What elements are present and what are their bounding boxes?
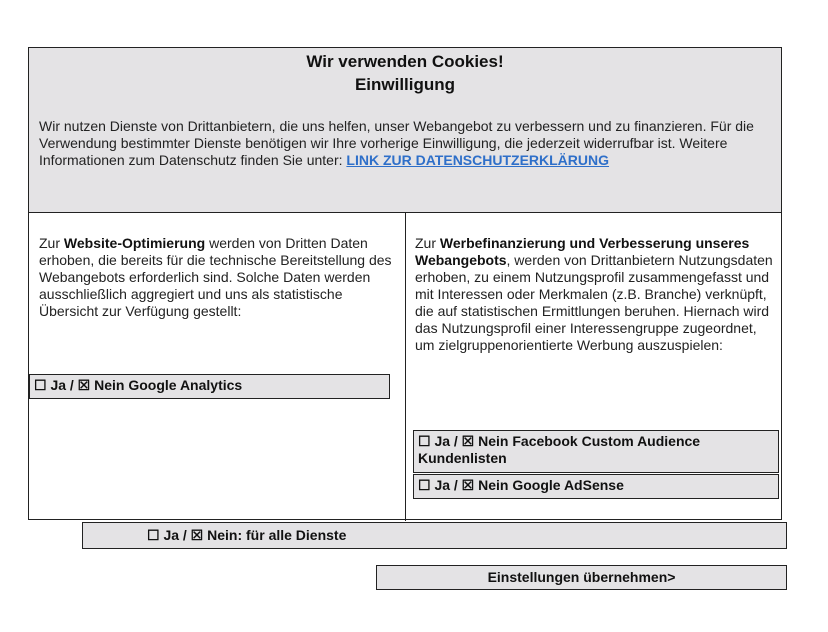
text-prefix: Zur — [415, 235, 440, 251]
facebook-custom-audience-option[interactable]: ☐ Ja / ☒ Nein Facebook Custom Audience Kundenlisten — [413, 430, 779, 473]
ad-financing-heading: Werbefinanzierung und Verbesserung unseres Webangebots — [415, 235, 750, 268]
website-optimization-text: werden von Dritten Daten erhoben, die bereits für die technische Bereitstellung des Webangebots erforderlich sind. Solche Daten werden ausschließlich aggregiert und uns als statistische Übersicht zur Verfügung gestellt: — [39, 235, 392, 319]
dialog-subtitle: Einwilligung — [354, 75, 456, 94]
all-services-option[interactable]: ☐ Ja / ☒ Nein: für alle Dienste — [82, 522, 787, 549]
intro-text: Wir nutzen Dienste von Drittanbietern, die uns helfen, unser Webangebot zu verbessern und zu finanzieren. Für die Verwendung bestimmter Dienste benötigen wir Ihre vorherige Einwilligung, die jederzeit widerrufbar ist. Weitere Informationen zum Datenschutz finden Sie unter: — [39, 118, 754, 168]
website-optimization-heading: Website-Optimierung — [63, 235, 206, 251]
ad-financing-description — [415, 235, 777, 354]
google-analytics-option[interactable]: ☐ Ja / ☒ Nein Google Analytics — [29, 374, 390, 399]
ad-financing-text: , werden von Drittanbietern Nutzungsdaten erhoben, zu einem Nutzungsprofil zusammengefasst und mit Interessen oder Merkmalen (z.B. Branche) verknüpft, die auf statistischen Ermittlungen beruhen. Hiernach wird das Nutzungsprofil einer Interessengruppe zugeordnet, um zielgruppenorientierte Werbung auszuspielen: — [415, 252, 773, 353]
consent-header — [29, 48, 781, 213]
google-adsense-option[interactable]: ☐ Ja / ☒ Nein Google AdSense — [413, 474, 779, 499]
cookie-consent-dialog — [28, 47, 782, 520]
apply-settings-button[interactable]: Einstellungen übernehmen> — [376, 565, 787, 590]
column-divider — [405, 213, 406, 521]
privacy-policy-link[interactable]: LINK ZUR DATENSCHUTZERKLÄRUNG — [346, 152, 610, 168]
dialog-title: Wir verwenden Cookies! — [306, 52, 504, 71]
intro-paragraph — [39, 118, 774, 169]
text-prefix: Zur — [39, 235, 64, 251]
website-optimization-description — [39, 235, 399, 320]
